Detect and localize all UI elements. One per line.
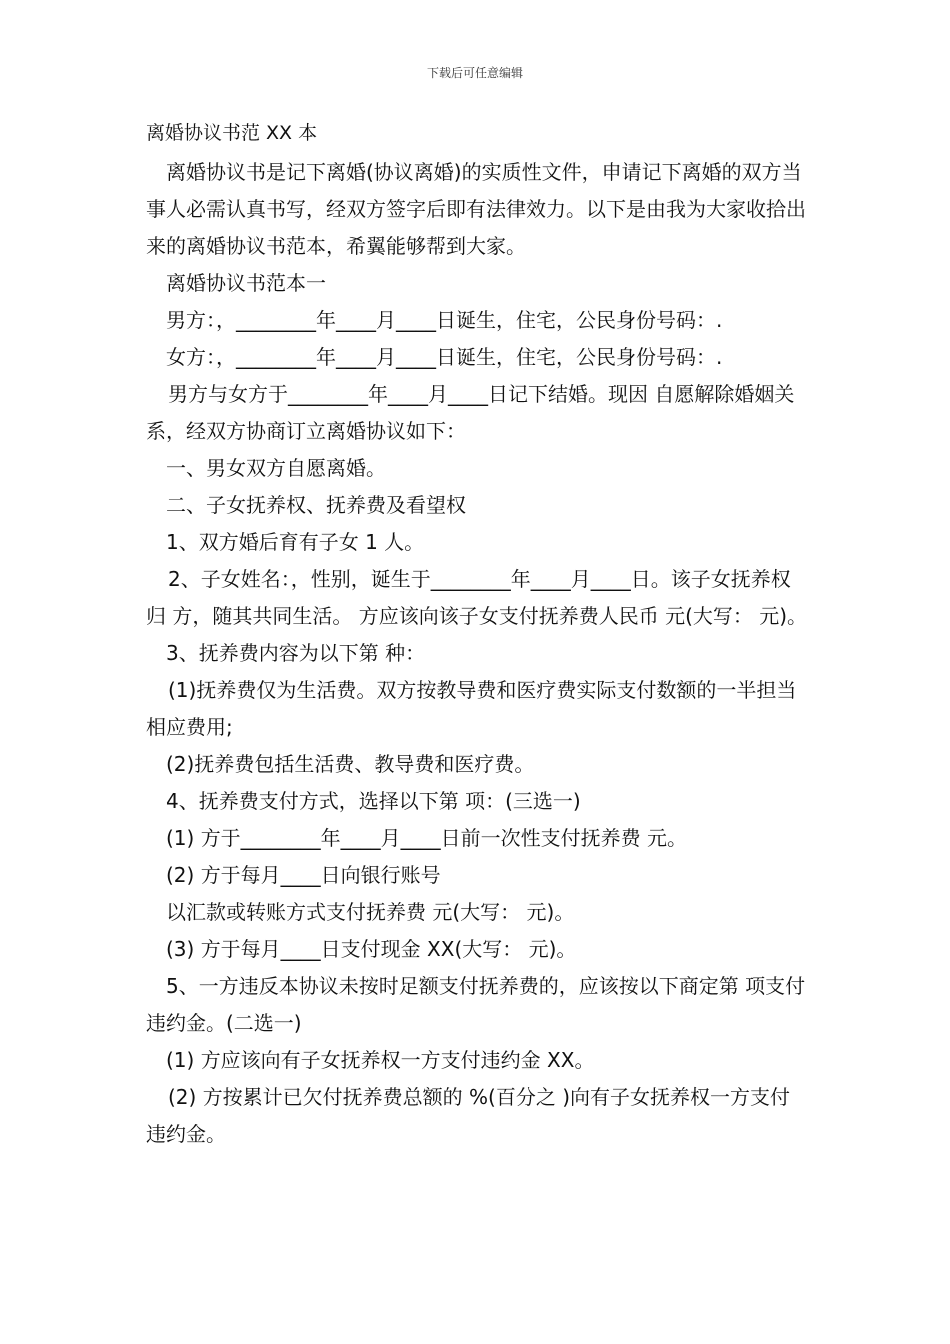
female-party-line: 女方：，________年____月____日诞生，住宅，公民身份号码：. xyxy=(166,345,723,369)
male-party-line: 男方：，________年____月____日诞生，住宅，公民身份号码：. xyxy=(166,308,723,332)
child-clause-4-option-2: (2) 方于每月____日向银行账号 xyxy=(166,863,441,887)
document-body xyxy=(146,120,808,1153)
child-clause-4-option-2-cont: 以汇款或转账方式支付抚养费 元(大写： 元)。 xyxy=(166,900,575,924)
child-clause-4-option-1: (1) 方于________年____月____日前一次性支付抚养费 元。 xyxy=(166,826,688,850)
section-title: 离婚协议书范本一 xyxy=(166,271,326,295)
intro-paragraph: 离婚协议书是记下离婚(协议离婚)的实质性文件，申请记下离婚的双方当事人必需认真书写，经双方签字后即有法律效力。以下是由我为大家收拾出来的离婚协议书范本，希翼能够帮到大家。 xyxy=(146,160,806,258)
child-clause-3-option-1: (1)抚养费仅为生活费。双方按教导费和医疗费实际支付数额的一半担当相应费用; xyxy=(146,678,797,739)
child-clause-1: 1、双方婚后育有子女 1 人。 xyxy=(166,530,425,554)
child-clause-2: 2、子女姓名：，性别，诞生于________年____月____日。该子女抚养权归 方，随其共同生活。 方应该向该子女支付抚养费人民币 元(大写： 元)。 xyxy=(146,567,808,628)
child-clause-5-option-2: (2) 方按累计已欠付抚养费总额的 %(百分之 )向有子女抚养权一方支付违约金。 xyxy=(146,1085,791,1146)
child-clause-5-option-1: (1) 方应该向有子女抚养权一方支付违约金 XX。 xyxy=(166,1048,595,1072)
clause-1: 一、男女双方自愿离婚。 xyxy=(166,456,386,480)
clause-2: 二、子女抚养权、抚养费及看望权 xyxy=(166,493,466,517)
child-clause-4-option-3: (3) 方于每月____日支付现金 XX(大写： 元)。 xyxy=(166,937,577,961)
child-clause-3: 3、抚养费内容为以下第 种： xyxy=(166,641,426,665)
child-clause-3-option-2: (2)抚养费包括生活费、教导费和医疗费。 xyxy=(166,752,535,776)
child-clause-4: 4、抚养费支付方式，选择以下第 项：(三选一) xyxy=(166,789,581,813)
document-title: 离婚协议书范 XX 本 xyxy=(146,122,318,144)
page-header: 下载后可任意编辑 xyxy=(426,66,523,80)
marriage-paragraph: 男方与女方于________年____月____日记下结婚。现因 自愿解除婚姻关系，经双方协商订立离婚协议如下： xyxy=(146,382,795,443)
child-clause-5: 5、一方违反本协议未按时足额支付抚养费的，应该按以下商定第 项支付违约金。(二选一) xyxy=(146,974,806,1035)
